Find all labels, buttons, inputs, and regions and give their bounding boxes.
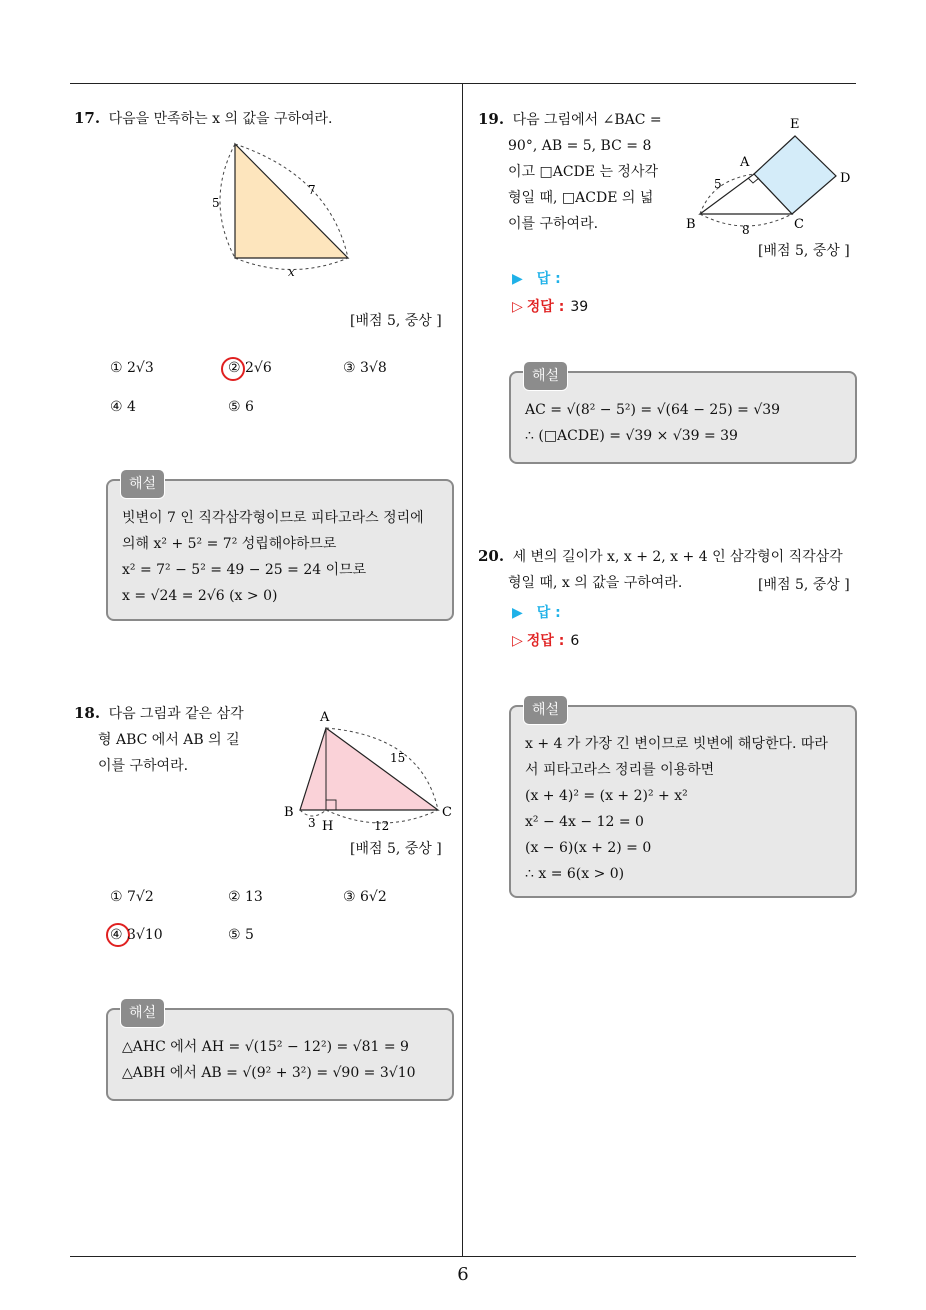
- choice-4[interactable]: ④ 4: [110, 399, 136, 415]
- choice-2[interactable]: ② 2√6: [228, 360, 272, 376]
- solution-line: 의해 x² + 5² = 7² 성립해야하므로: [122, 536, 337, 552]
- q18-label-b: B: [284, 805, 294, 820]
- choice-3[interactable]: ③ 3√8: [343, 360, 387, 376]
- q19-label-c: C: [794, 217, 804, 232]
- q17-label-b: 7: [308, 183, 316, 197]
- choice-4[interactable]: ④ 3√10: [110, 927, 163, 943]
- question-text-line: 이를 구하여라.: [508, 216, 599, 232]
- question-text-line: 90°, AB = 5, BC = 8: [508, 138, 652, 154]
- question-text-line: 다음 그림과 같은 삼각: [108, 706, 244, 722]
- choice-3[interactable]: ③ 6√2: [343, 889, 387, 905]
- q18-solution-box: [106, 1005, 454, 1101]
- q17-label-a: 5: [212, 196, 220, 210]
- q20-correct-row: [512, 630, 579, 650]
- question-number: 17.: [74, 109, 101, 127]
- q19-answer-row[interactable]: [512, 268, 561, 288]
- question-number: 20.: [478, 547, 505, 565]
- q18-label-bh: 3: [308, 816, 316, 830]
- choice-2[interactable]: ② 13: [228, 889, 263, 905]
- q17-figure: [200, 136, 370, 286]
- q19-label-bc: 8: [742, 223, 750, 236]
- bottom-rule: [70, 1256, 856, 1257]
- q19-label-d: D: [840, 171, 851, 186]
- question-text-line: 형 ABC 에서 AB 의 길: [98, 732, 240, 748]
- q18-label-h: H: [322, 819, 334, 834]
- q18-label-a: A: [320, 710, 330, 725]
- correct-label: 정답 :: [526, 299, 565, 315]
- solution-line: x² − 4x − 12 = 0: [525, 814, 644, 830]
- q19-solution-box: [509, 368, 857, 464]
- q20-solution-box: [509, 702, 857, 898]
- play-arrow-icon: ▶: [512, 271, 523, 287]
- solution-tag: 해설: [523, 361, 568, 391]
- solution-tag: 해설: [120, 469, 165, 499]
- solution-line: ∴ (□ACDE) = √39 × √39 = 39: [525, 428, 738, 444]
- q17-meta: [배점 5, 중상 ]: [350, 313, 442, 329]
- solution-line: x = √24 = 2√6 (x > 0): [122, 588, 278, 604]
- q17-triangle: [235, 144, 348, 258]
- q20-answer-row[interactable]: [512, 602, 561, 622]
- answer-label: 답 :: [536, 605, 561, 621]
- question-number: 18.: [74, 704, 101, 722]
- outline-arrow-icon: ▷: [512, 299, 523, 315]
- q18-meta: [배점 5, 중상 ]: [350, 841, 442, 857]
- q17-label-c: x: [288, 265, 295, 279]
- outline-arrow-icon: ▷: [512, 633, 523, 649]
- correct-label: 정답 :: [526, 633, 565, 649]
- solution-line: 서 피타고라스 정리를 이용하면: [525, 762, 715, 778]
- choice-5[interactable]: ⑤ 6: [228, 399, 254, 415]
- solution-line: △AHC 에서 AH = √(15² − 12²) = √81 = 9: [122, 1039, 409, 1055]
- question-text-line: 형일 때, □ACDE 의 넓: [508, 190, 654, 206]
- solution-line: (x − 6)(x + 2) = 0: [525, 840, 652, 856]
- solution-tag: 해설: [120, 998, 165, 1028]
- choice-5[interactable]: ⑤ 5: [228, 927, 254, 943]
- q17-solution-box: [106, 476, 454, 621]
- choice-1[interactable]: ① 2√3: [110, 360, 154, 376]
- q18-figure: [282, 706, 458, 836]
- q18-label-hc: 12: [374, 819, 390, 833]
- q20-meta: [배점 5, 중상 ]: [758, 577, 850, 593]
- solution-line: △ABH 에서 AB = √(9² + 3²) = √90 = 3√10: [122, 1065, 416, 1081]
- play-arrow-icon: ▶: [512, 605, 523, 621]
- q19-correct-row: [512, 296, 588, 316]
- q18-triangle: [300, 728, 438, 810]
- q19-meta: [배점 5, 중상 ]: [758, 243, 850, 259]
- page-number: 6: [457, 1264, 469, 1285]
- question-text-line: 세 변의 길이가 x, x + 2, x + 4 인 삼각형이 직각삼각: [512, 549, 843, 565]
- q19-label-b: B: [686, 217, 696, 232]
- solution-line: x + 4 가 가장 긴 변이므로 빗변에 해당한다. 따라: [525, 736, 828, 752]
- column-divider: [462, 84, 463, 1256]
- solution-line: AC = √(8² − 5²) = √(64 − 25) = √39: [525, 402, 781, 418]
- solution-line: 빗변이 7 인 직각삼각형이므로 피타고라스 정리에: [122, 510, 424, 526]
- q17-arc-a: [220, 144, 235, 258]
- question-19: [478, 106, 678, 237]
- q19-label-a: A: [740, 155, 750, 170]
- question-18: [74, 700, 274, 779]
- solution-line: ∴ x = 6(x > 0): [525, 866, 625, 882]
- solution-line: x² = 7² − 5² = 49 − 25 = 24 이므로: [122, 562, 367, 578]
- question-text-line: 이고 □ACDE 는 정사각: [508, 164, 658, 180]
- q19-label-e: E: [790, 117, 800, 132]
- question-number: 19.: [478, 110, 505, 128]
- solution-line: (x + 4)² = (x + 2)² + x²: [525, 788, 688, 804]
- q19-figure: [682, 110, 858, 236]
- question-17: [74, 106, 454, 132]
- q18-label-ac: 15: [390, 751, 406, 765]
- correct-value: 39: [570, 299, 589, 315]
- question-text: 다음을 만족하는 x 의 값을 구하여라.: [108, 111, 333, 127]
- solution-tag: 해설: [523, 695, 568, 725]
- choice-1[interactable]: ① 7√2: [110, 889, 154, 905]
- question-text-line: 다음 그림에서 ∠BAC =: [512, 112, 662, 128]
- q18-label-c: C: [442, 805, 452, 820]
- top-rule: [70, 83, 856, 84]
- answer-label: 답 :: [536, 271, 561, 287]
- correct-value: 6: [570, 633, 580, 649]
- q19-label-ab: 5: [714, 177, 722, 191]
- question-text-line: 형일 때, x 의 값을 구하여라.: [508, 575, 683, 591]
- question-text-line: 이를 구하여라.: [98, 758, 189, 774]
